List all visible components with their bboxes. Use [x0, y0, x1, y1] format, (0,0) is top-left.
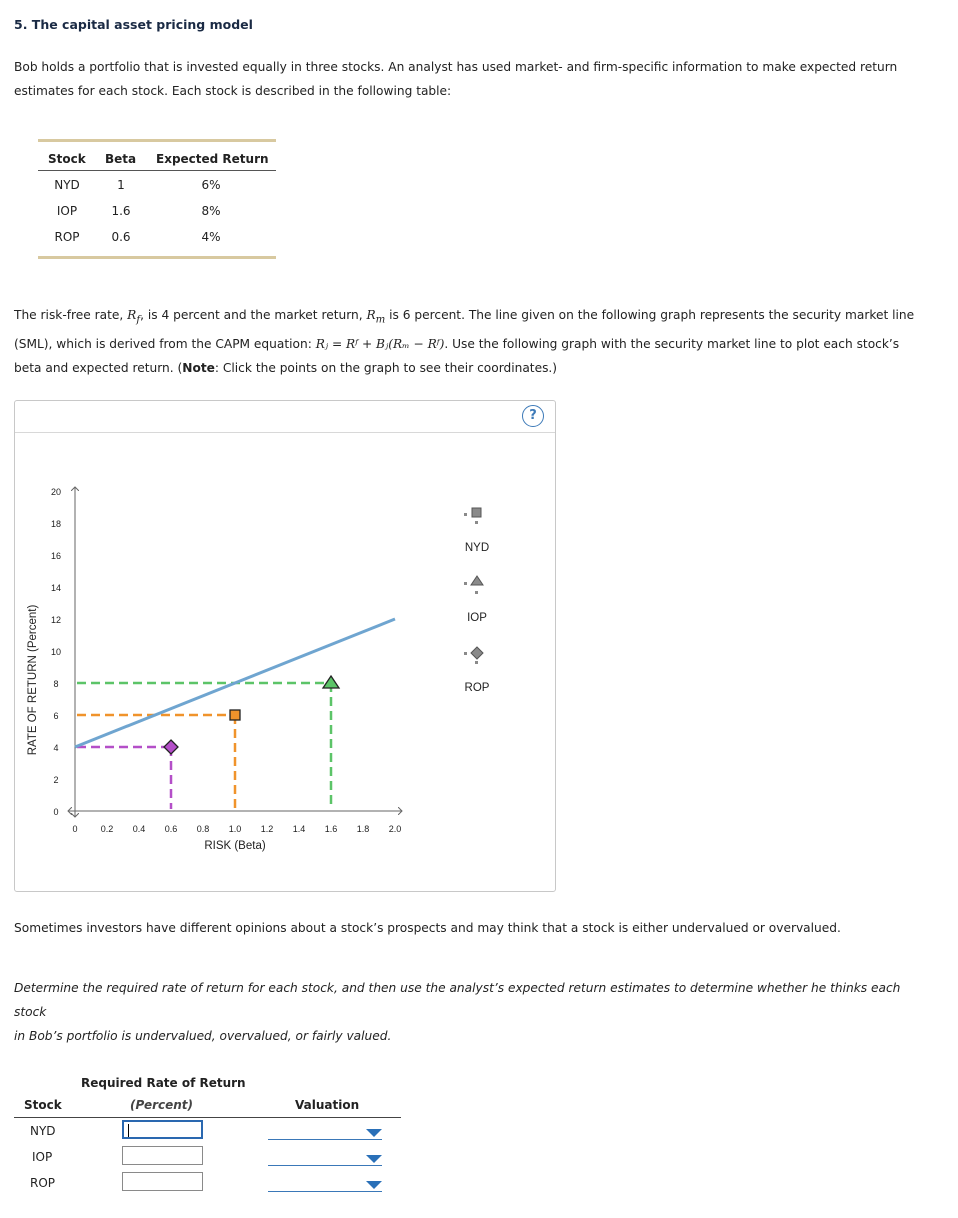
- table-cell-stock: ROP: [54, 230, 80, 244]
- col-header-expected-return: Expected Return: [156, 152, 269, 166]
- table-cell-beta: 1: [117, 178, 125, 192]
- note-label: Note: [182, 361, 215, 376]
- instructions-line-2: in Bob’s portfolio is undervalued, overvalued, or fairly valued.: [14, 1029, 392, 1043]
- valuation-select-iop[interactable]: [268, 1147, 382, 1166]
- x-tick-label: 1.2: [260, 824, 274, 834]
- table-cell-beta: 1.6: [111, 204, 131, 218]
- instructions-line-1: Determine the required rate of return for each stock, and then use the analyst’s expected return estimates to determine whether he thinks each stock: [14, 981, 901, 1019]
- answer-row-stock: IOP: [32, 1150, 53, 1164]
- header-percent: (Percent): [130, 1098, 194, 1112]
- instructions: [14, 976, 934, 1048]
- header-valuation: Valuation: [295, 1098, 360, 1112]
- legend-dot: [464, 652, 467, 655]
- capm-equation: Rⱼ = Rᶠ + Bⱼ(Rₘ − Rᶠ): [315, 337, 445, 352]
- legend-label-iop: IOP: [467, 612, 487, 624]
- legend-rop-diamond-icon: [471, 647, 483, 659]
- chevron-down-icon: [366, 1155, 382, 1163]
- y-tick-label: 0: [53, 807, 59, 817]
- sml-text: (SML), which is derived from the CAPM equation:: [14, 337, 316, 352]
- rm-letter: R: [366, 308, 376, 322]
- table-cell-return: 4%: [201, 230, 221, 244]
- sml-text: . Use the following graph with the security market line to plot each stock’s: [444, 337, 900, 352]
- table-cell-stock: IOP: [56, 204, 78, 218]
- y-tick-label: 10: [50, 647, 62, 657]
- table-top-rule: [38, 139, 276, 142]
- x-tick-label: 0.4: [132, 824, 146, 834]
- y-axis-label: RATE OF RETURN (Percent): [27, 604, 39, 756]
- answer-row-stock: ROP: [30, 1176, 56, 1190]
- legend-dot: [475, 591, 478, 594]
- valuation-select-nyd[interactable]: [268, 1121, 382, 1140]
- x-tick-label: 0.2: [100, 824, 114, 834]
- legend-dot: [464, 513, 467, 516]
- rf-letter: R: [127, 308, 137, 322]
- x-tick-label: 1.4: [292, 824, 306, 834]
- y-tick-label: 20: [50, 487, 62, 497]
- sml-line-2: [14, 332, 934, 356]
- sml-text: , is 4 percent and the market return,: [140, 308, 367, 322]
- point-iop[interactable]: [323, 676, 339, 688]
- sml-text: beta and expected return. (: [14, 361, 183, 376]
- sml-text: : Click the points on the graph to see their coordinates.): [214, 361, 558, 376]
- intro-line-2: estimates for each stock. Each stock is described in the following table:: [14, 84, 452, 98]
- header-required-rate: Required Rate of Return: [81, 1076, 246, 1090]
- answer-row-stock: NYD: [30, 1124, 56, 1138]
- legend-nyd-square-icon: [472, 508, 481, 517]
- sml-line-3: [14, 356, 934, 380]
- sml-graph[interactable]: [14, 433, 554, 889]
- legend-label-nyd: NYD: [464, 542, 490, 554]
- table-cell-stock: NYD: [54, 178, 80, 192]
- rm-symbol: [366, 308, 386, 326]
- legend-iop-triangle-icon: [471, 576, 483, 585]
- required-return-input-nyd[interactable]: [122, 1120, 203, 1139]
- y-tick-label: 14: [50, 583, 62, 593]
- x-tick-label: 1.0: [228, 824, 242, 834]
- sml-paragraph: [14, 303, 934, 380]
- x-tick-label: 1.6: [324, 824, 338, 834]
- x-tick-label: 0.6: [164, 824, 178, 834]
- rm-sub: m: [375, 314, 386, 326]
- x-tick-label: 0: [72, 824, 78, 834]
- col-header-stock: Stock: [48, 152, 86, 166]
- y-tick-label: 12: [50, 615, 62, 625]
- legend-nyd-tool[interactable]: [464, 508, 481, 524]
- required-return-input-rop[interactable]: [122, 1172, 203, 1191]
- legend: [464, 508, 490, 694]
- answer-table-divider: [14, 1117, 401, 1118]
- text-caret: [128, 1124, 129, 1137]
- y-tick-label: 2: [53, 775, 59, 785]
- sml-line-1: [14, 303, 934, 332]
- x-tick-label: 0.8: [196, 824, 210, 834]
- help-icon[interactable]: ?: [522, 405, 544, 427]
- x-axis-label: RISK (Beta): [204, 840, 266, 852]
- x-tick-label: 1.8: [356, 824, 370, 834]
- y-tick-label: 4: [53, 743, 59, 753]
- sml-text: is 6 percent. The line given on the following graph represents the security market line: [385, 308, 915, 322]
- table-cell-beta: 0.6: [111, 230, 131, 244]
- y-tick-label: 8: [53, 679, 59, 689]
- point-rop[interactable]: [164, 740, 178, 754]
- legend-dot: [475, 521, 478, 524]
- x-tick-label: 2.0: [388, 824, 402, 834]
- legend-dot: [464, 582, 467, 585]
- required-return-input-iop[interactable]: [122, 1146, 203, 1165]
- point-nyd[interactable]: [230, 710, 240, 720]
- table-cell-return: 6%: [201, 178, 221, 192]
- table-header-divider: [38, 170, 276, 171]
- table-bottom-rule: [38, 256, 276, 259]
- opinions-text: Sometimes investors have different opinions about a stock’s prospects and may think that a stock is either undervalued or overvalued.: [14, 921, 841, 935]
- question-title: 5. The capital asset pricing model: [14, 17, 253, 32]
- rf-symbol: [127, 308, 141, 326]
- sml-text: The risk-free rate,: [14, 308, 128, 322]
- intro-line-1: Bob holds a portfolio that is invested equally in three stocks. An analyst has used market- and firm-specific information to make expected return: [14, 60, 898, 74]
- y-tick-label: 18: [50, 519, 62, 529]
- y-tick-label: 6: [53, 711, 59, 721]
- legend-label-rop: ROP: [464, 682, 490, 694]
- rf-sub: f: [136, 314, 141, 326]
- col-header-beta: Beta: [105, 152, 137, 166]
- y-tick-label: 16: [50, 551, 62, 561]
- legend-rop-tool[interactable]: [464, 647, 483, 664]
- legend-iop-tool[interactable]: [464, 576, 483, 594]
- chevron-down-icon: [366, 1129, 382, 1137]
- header-stock: Stock: [24, 1098, 62, 1112]
- table-cell-return: 8%: [201, 204, 221, 218]
- intro-paragraph: [14, 55, 934, 103]
- legend-dot: [475, 661, 478, 664]
- chevron-down-icon: [366, 1181, 382, 1189]
- valuation-select-rop[interactable]: [268, 1173, 382, 1192]
